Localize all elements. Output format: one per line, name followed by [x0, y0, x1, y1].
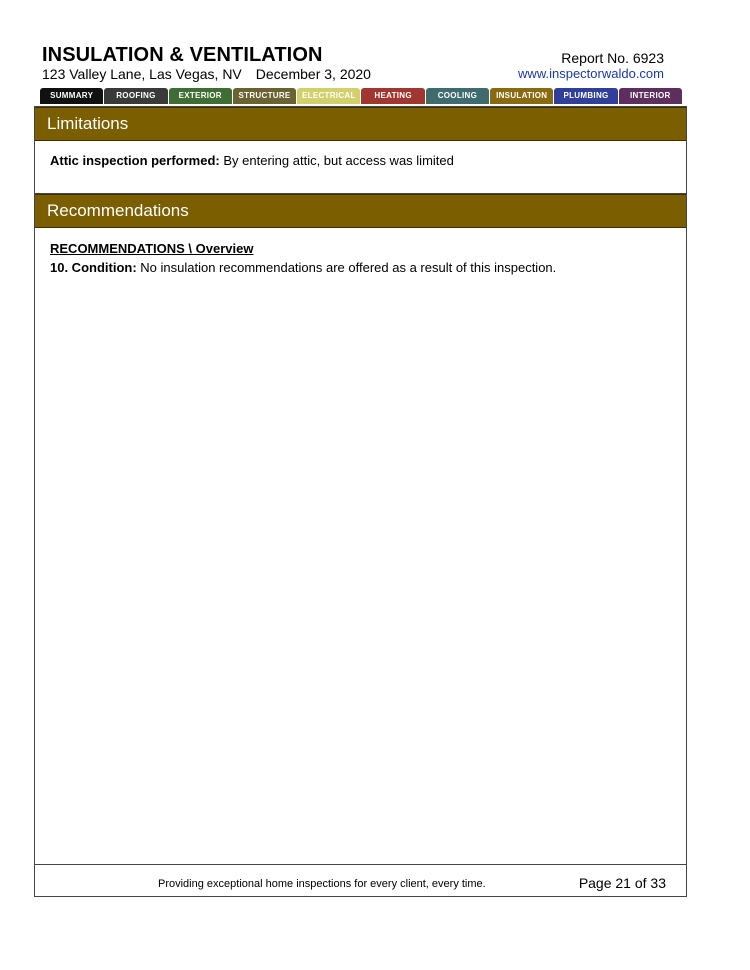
property-address: 123 Valley Lane, Las Vegas, NV	[42, 66, 242, 82]
tab-electrical[interactable]: ELECTRICAL	[297, 88, 360, 104]
report-number: Report No. 6923	[561, 50, 664, 66]
address-line	[42, 66, 371, 82]
recommendations-subheading: RECOMMENDATIONS \ Overview	[50, 241, 254, 256]
tab-summary[interactable]: SUMMARY	[40, 88, 103, 104]
attic-inspection-label: Attic inspection performed:	[50, 153, 220, 168]
tab-roofing[interactable]: ROOFING	[104, 88, 167, 104]
website-link[interactable]: www.inspectorwaldo.com	[518, 66, 664, 81]
footer-tagline: Providing exceptional home inspections for every client, every time.	[158, 878, 486, 890]
tab-heating[interactable]: HEATING	[361, 88, 424, 104]
attic-inspection-value: By entering attic, but access was limited	[219, 153, 454, 168]
recommendations-heading: Recommendations	[35, 194, 686, 228]
tab-plumbing[interactable]: PLUMBING	[554, 88, 617, 104]
report-body	[34, 106, 687, 897]
section-title: INSULATION & VENTILATION	[42, 44, 323, 66]
tab-exterior[interactable]: EXTERIOR	[169, 88, 232, 104]
tab-insulation[interactable]: INSULATION	[490, 88, 553, 104]
limitations-heading: Limitations	[35, 107, 686, 141]
section-tabs	[40, 88, 682, 104]
tab-structure[interactable]: STRUCTURE	[233, 88, 296, 104]
attic-inspection-row	[50, 153, 454, 169]
footer-divider	[35, 864, 686, 865]
page-number: Page 21 of 33	[578, 875, 666, 891]
tab-interior[interactable]: INTERIOR	[619, 88, 682, 104]
condition-text: No insulation recommendations are offered as a result of this inspection.	[136, 260, 557, 275]
tab-cooling[interactable]: COOLING	[426, 88, 489, 104]
recommendation-item	[50, 260, 556, 276]
inspection-date: December 3, 2020	[255, 66, 371, 82]
condition-label: 10. Condition:	[50, 260, 137, 275]
report-header	[42, 44, 682, 86]
